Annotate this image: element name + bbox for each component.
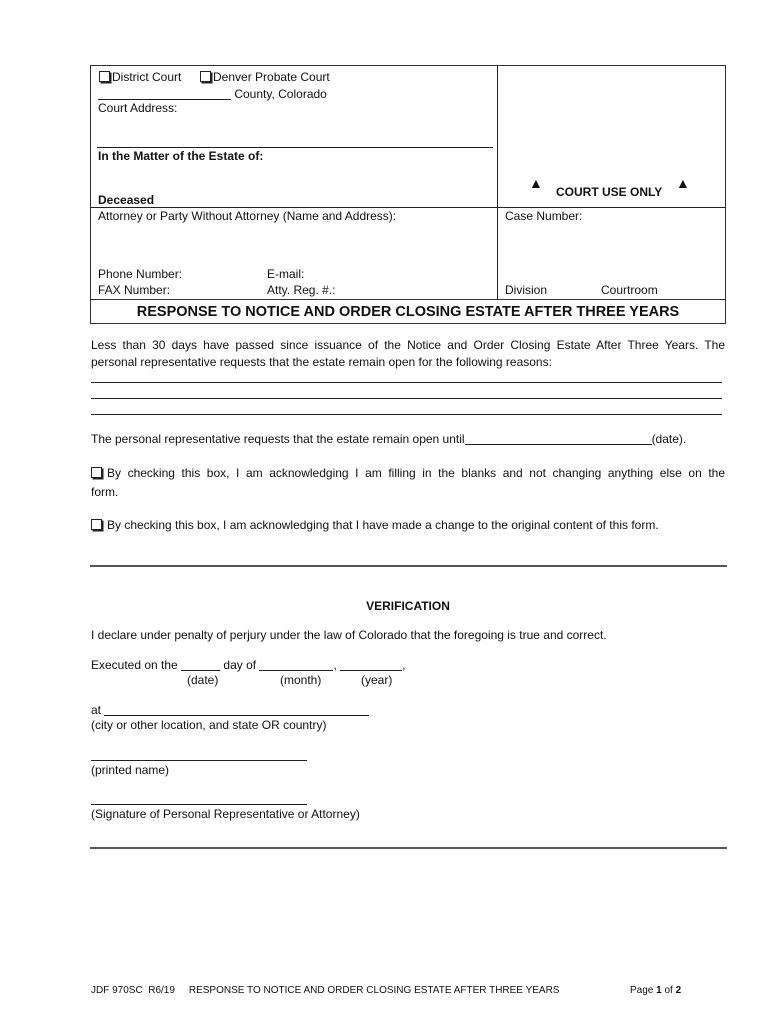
denver-probate-checkbox[interactable]: [200, 71, 211, 82]
denver-probate-label: Denver Probate Court: [213, 70, 330, 84]
reason-line-2[interactable]: [91, 398, 722, 399]
caption-vertical-divider: [497, 65, 498, 299]
intro-line-2: personal representative requests that the estate remain open for the following reasons:: [91, 355, 552, 369]
year-sub-label: (year): [361, 673, 393, 687]
reason-line-1[interactable]: [91, 382, 722, 383]
date-sub-label: (date): [187, 673, 219, 687]
location-line: [91, 703, 369, 717]
page-number: [630, 985, 681, 996]
bottom-divider: [90, 847, 727, 849]
at-label: at: [91, 703, 102, 717]
footer-title: RESPONSE TO NOTICE AND ORDER CLOSING ESTATE AFTER THREE YEARS: [188, 985, 560, 996]
division-label: Division: [505, 283, 548, 297]
phone-label: Phone Number:: [98, 267, 183, 281]
matter-separator-line: [97, 147, 493, 148]
printed-name-line[interactable]: [91, 760, 307, 761]
year-blank[interactable]: [340, 658, 402, 671]
email-label: E-mail:: [267, 267, 305, 281]
reason-line-3[interactable]: [91, 414, 722, 415]
caption-horizontal-divider: [90, 207, 726, 208]
page-prefix: Page: [630, 985, 654, 996]
attorney-label: Attorney or Party Without Attorney (Name and Address):: [98, 209, 397, 223]
district-court-checkbox[interactable]: [99, 71, 110, 82]
day-blank[interactable]: [181, 658, 220, 671]
denver-probate-court-option[interactable]: [200, 70, 330, 84]
checkbox1-line-2: form.: [91, 485, 119, 499]
page-total: 2: [675, 985, 682, 996]
deceased-label: Deceased: [98, 193, 155, 207]
form-title: RESPONSE TO NOTICE AND ORDER CLOSING ESTATE AFTER THREE YEARS: [136, 303, 680, 320]
executed-on-label: Executed on the: [91, 658, 178, 672]
verification-heading: VERIFICATION: [366, 599, 450, 613]
footer-form-id: JDF 970SC: [91, 985, 143, 996]
signature-label: (Signature of Personal Representative or Attorney): [91, 807, 360, 821]
checkbox1-paragraph: [91, 465, 725, 501]
atty-reg-label: Atty. Reg. #.:: [267, 283, 336, 297]
open-until-date-blank[interactable]: [465, 432, 652, 445]
open-until-line: [91, 432, 686, 446]
checkbox2-text: By checking this box, I am acknowledging that I have made a change to the original content of this form.: [107, 518, 659, 532]
checkbox1-line-1: By checking this box, I am acknowledging I am filling in the blanks and not changing anything else on the: [107, 466, 725, 480]
intro-line-1: Less than 30 days have passed since issuance of the Notice and Order Closing Estate After Three Years. The: [91, 338, 725, 352]
intro-paragraph: [91, 337, 725, 371]
footer: [91, 985, 559, 996]
fax-label: FAX Number:: [98, 283, 171, 297]
county-label: County, Colorado: [234, 87, 327, 101]
triangle-up-icon: ▲: [529, 175, 543, 191]
signature-line[interactable]: [91, 804, 307, 805]
page-of: of: [664, 985, 673, 996]
page-current: 1: [656, 985, 662, 996]
open-until-suffix: (date).: [651, 432, 687, 446]
day-of-label: day of: [223, 658, 257, 672]
footer-revision: R6/19: [148, 985, 175, 996]
triangle-up-icon: ▲: [676, 175, 690, 191]
section-divider: [90, 565, 727, 567]
court-address-label: Court Address:: [98, 101, 178, 115]
district-court-label: District Court: [112, 70, 182, 84]
court-use-only-label: COURT USE ONLY: [556, 185, 663, 199]
location-label: (city or other location, and state OR country): [91, 718, 327, 732]
month-sub-label: (month): [280, 673, 322, 687]
open-until-text: The personal representative requests that the estate remain open until: [91, 432, 465, 446]
location-blank[interactable]: [104, 703, 369, 716]
executed-on-line: Executed on the day of , ,: [91, 658, 406, 672]
month-blank[interactable]: [259, 658, 333, 671]
declaration-text: I declare under penalty of perjury under the law of Colorado that the foregoing is true and correct.: [91, 628, 607, 642]
county-line: [98, 87, 327, 101]
county-blank[interactable]: [98, 87, 231, 100]
no-change-checkbox[interactable]: [91, 467, 102, 478]
matter-label: In the Matter of the Estate of:: [98, 149, 264, 163]
title-box: [90, 299, 726, 324]
case-number-label: Case Number:: [505, 209, 583, 223]
district-court-option[interactable]: [99, 70, 181, 84]
courtroom-label: Courtroom: [601, 283, 658, 297]
printed-name-label: (printed name): [91, 763, 170, 777]
changed-content-checkbox[interactable]: [91, 519, 102, 530]
checkbox2-line: [91, 518, 659, 532]
